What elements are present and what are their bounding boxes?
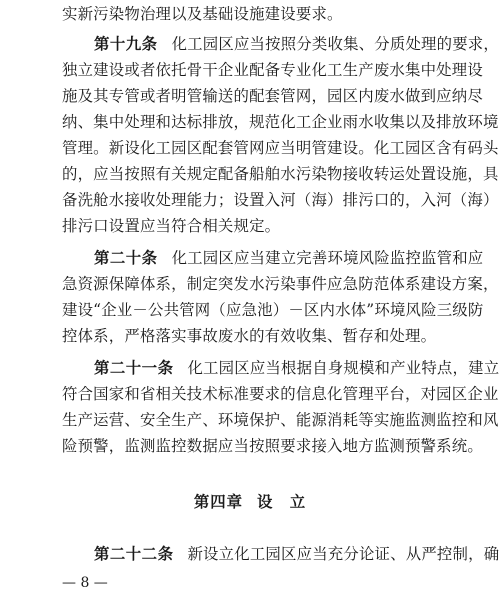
text-line: 纳、集中处理和达标排放，规范化工企业雨水收集以及排放环境	[62, 113, 499, 131]
text-line: 独立建设或者依托骨干企业配备专业化工生产废水集中处理设	[62, 61, 483, 79]
article-21-first-line	[94, 358, 500, 378]
text-line: 管理。新设化工园区配套管网应当明管建设。化工园区含有码头	[62, 139, 499, 157]
text-line: 化工园区应当建立完善环境风险监控监管和应	[171, 249, 484, 267]
text-line: 化工园区应当按照分类收集、分质处理的要求，	[171, 35, 499, 53]
text-line: 的，应当按照有关规定配备船舶水污染物接收转运处置设施，具	[62, 165, 499, 183]
text-line: 排污口设置应当符合相关规定。	[62, 217, 281, 235]
article-22-first-line	[94, 544, 500, 564]
text-line: 新设立化工园区应当充分论证、从严控制，确	[187, 545, 500, 563]
text-line: 控体系，严格落实事故废水的有效收集、暂存和处理。	[62, 327, 437, 345]
chapter-title: 设 立	[257, 493, 307, 511]
text-line: 生产运营、安全生产、环境保护、能源消耗等实施监测监控和风	[62, 411, 499, 429]
page-number: — 8 —	[62, 575, 108, 591]
chapter-heading	[0, 492, 500, 512]
article-20-first-line	[94, 248, 484, 268]
text-line: 建设“企业－公共管网（应急池）－区内水体”环境风险三级防	[62, 301, 484, 319]
article-number: 第二十一条	[94, 359, 174, 377]
text-line: 险预警，监测监控数据应当按照要求接入地方监测预警系统。	[62, 437, 483, 455]
article-number: 第二十条	[94, 249, 158, 267]
article-number: 第十九条	[94, 35, 158, 53]
article-19-first-line	[94, 34, 499, 54]
text-line: 化工园区应当根据自身规模和产业特点，建立	[187, 359, 500, 377]
text-line: 施及其专管或者明管输送的配套管网，园区内废水做到应纳尽	[62, 87, 483, 105]
chapter-number: 第四章	[193, 493, 243, 511]
text-line: 备洗舱水接收处理能力；设置入河（海）排污口的，入河（海）	[62, 191, 499, 209]
text-line: 符合国家和省相关技术标准要求的信息化管理平台，对园区企业	[62, 385, 499, 403]
article-number: 第二十二条	[94, 545, 174, 563]
text-line: 实新污染物治理以及基础设施建设要求。	[62, 5, 343, 23]
text-line: 急资源保障体系，制定突发水污染事件应急防范体系建设方案，	[62, 275, 499, 293]
